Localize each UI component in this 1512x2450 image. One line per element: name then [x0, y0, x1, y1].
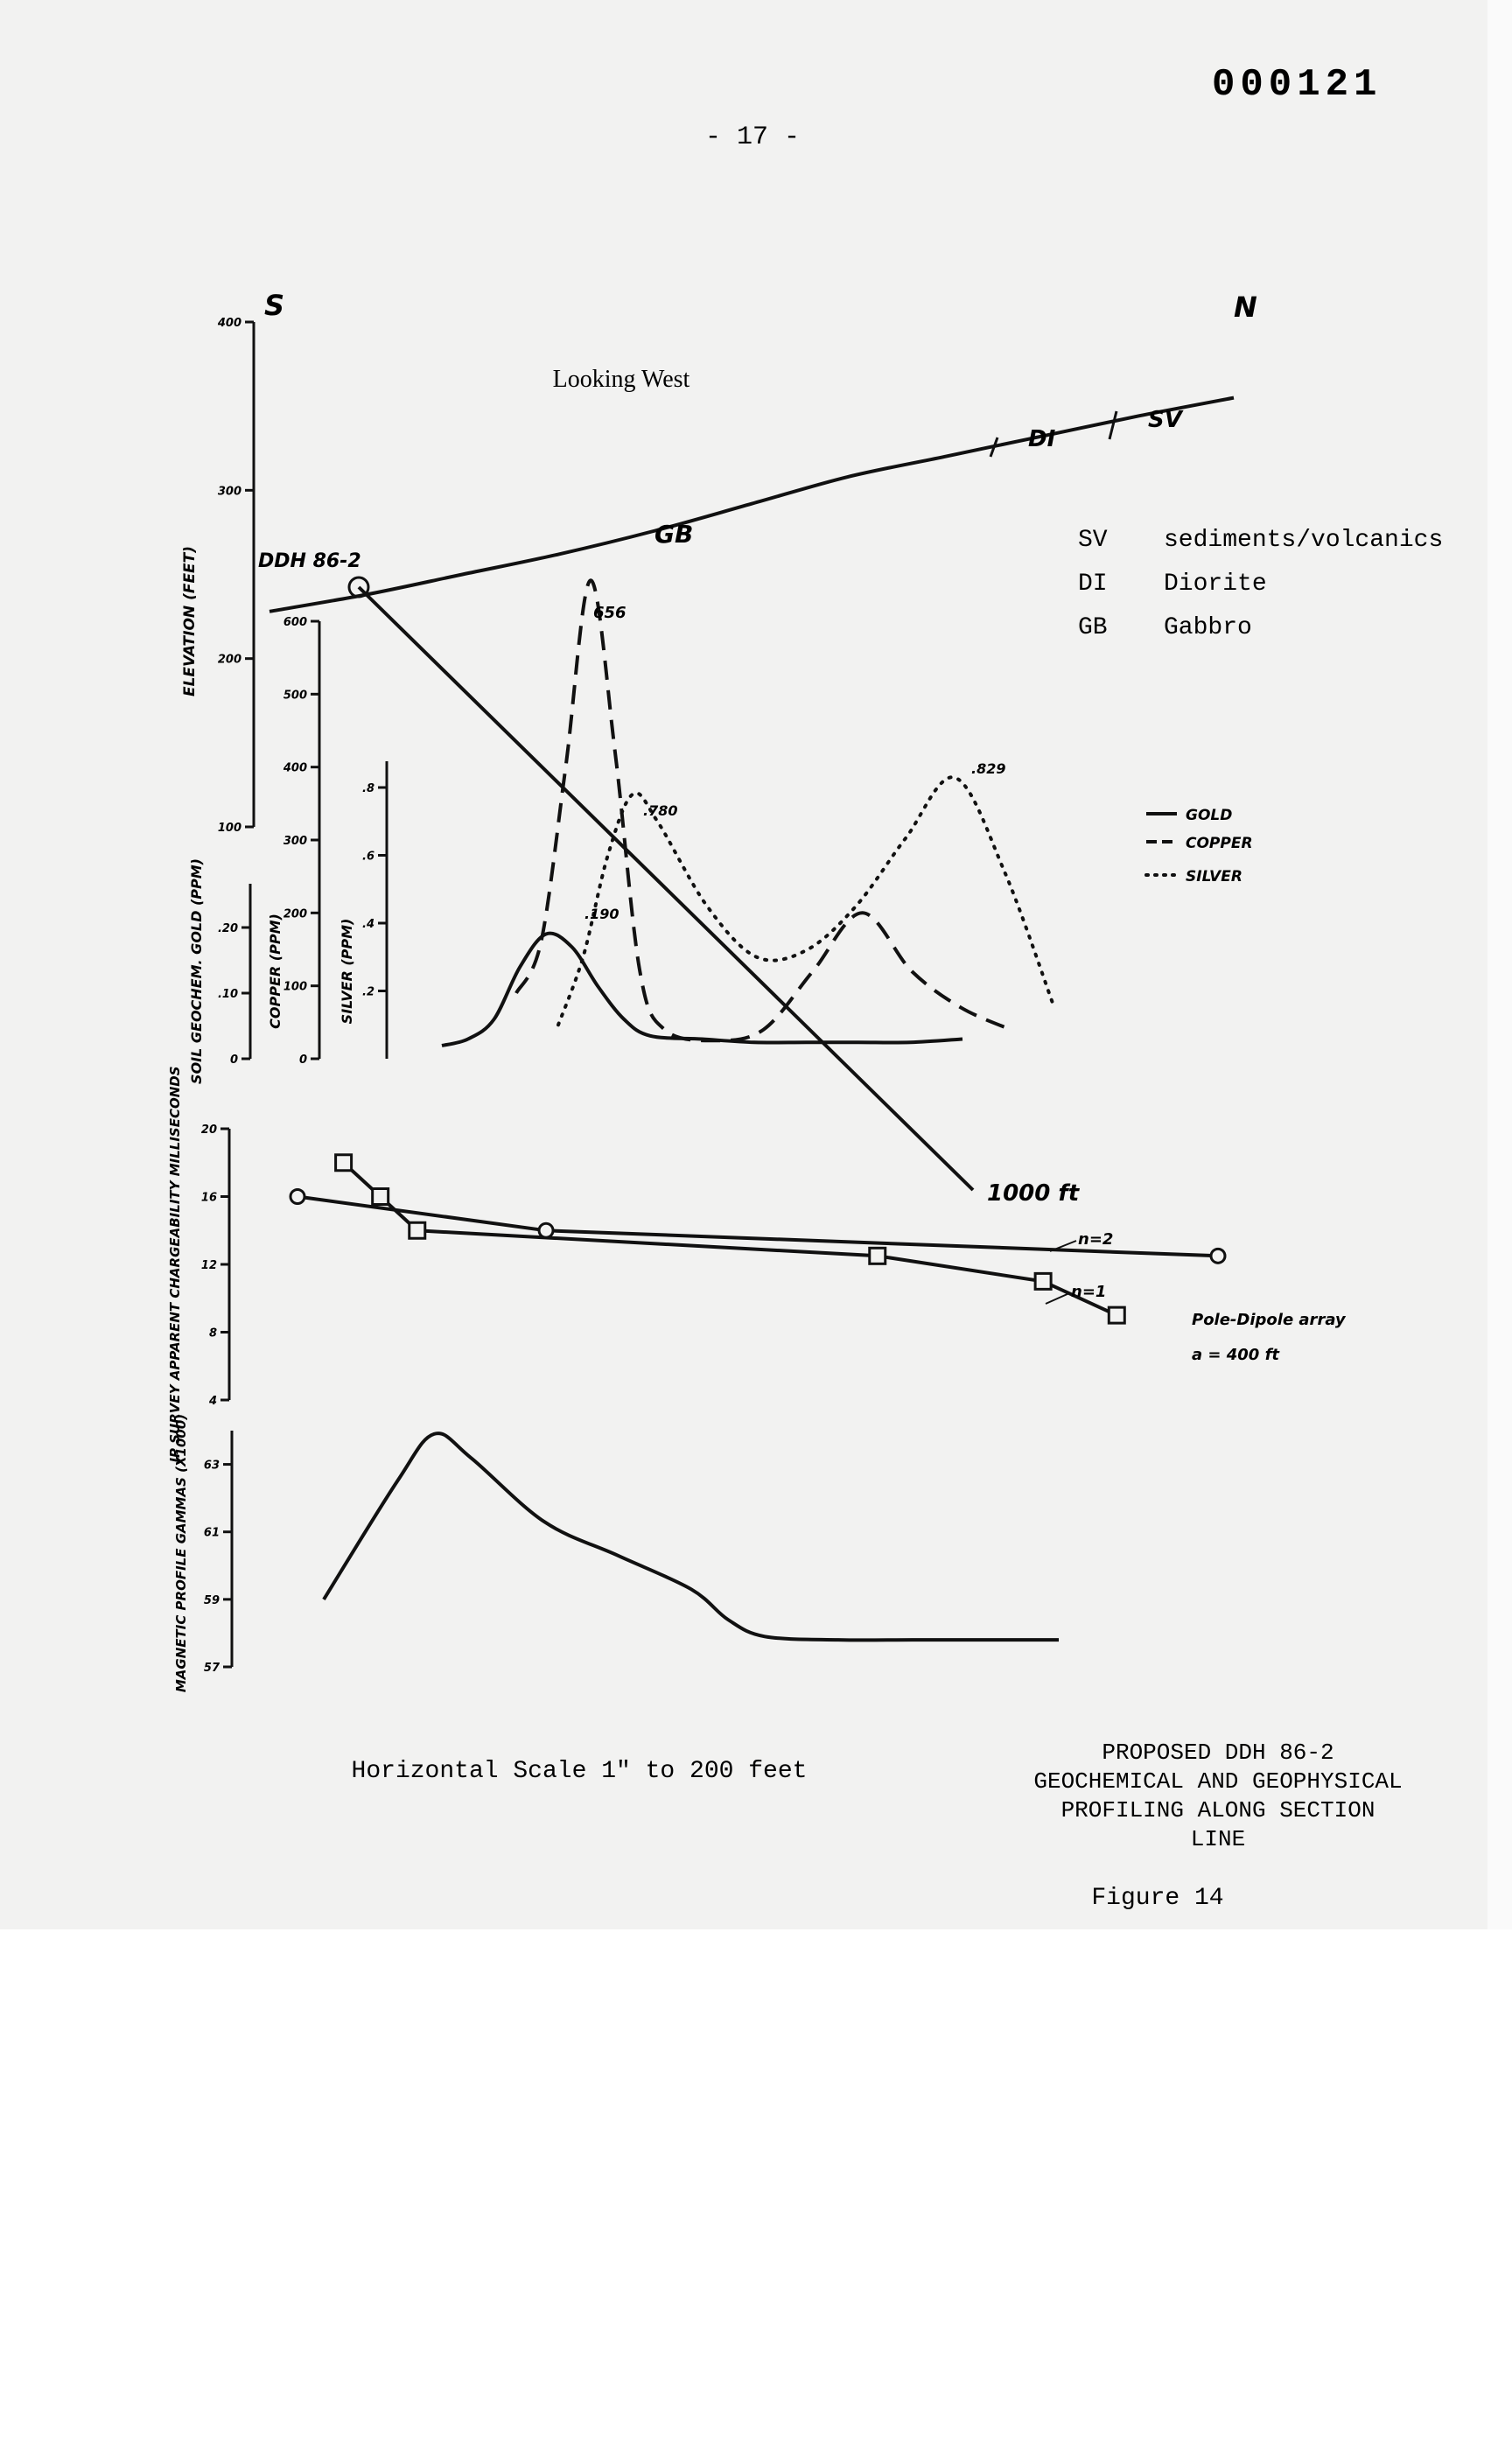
- copper-peak-annotation: 656: [593, 604, 626, 622]
- gold-axis-ticks: [218, 922, 250, 1067]
- gold-tick-label: 0: [229, 1054, 238, 1067]
- ip-n1-label: n=1: [1071, 1283, 1107, 1301]
- ip-n1-point: [336, 1155, 352, 1171]
- silver-tick-label: .6: [362, 850, 374, 864]
- page-number: - 17 -: [704, 122, 801, 152]
- geochem-legend: [1146, 807, 1253, 886]
- unit-label-sv: SV: [1148, 407, 1182, 433]
- elevation-tick-label: 200: [217, 653, 242, 667]
- gold-peak-annotation: .190: [584, 906, 620, 922]
- ip-n2-point: [290, 1190, 304, 1204]
- legend-name-sv: sediments/volcanics: [1164, 527, 1444, 554]
- legend-code-di: DI: [1078, 570, 1108, 598]
- caption-line-4: LINE: [1190, 1826, 1246, 1852]
- silver-peak1-annotation: .780: [643, 802, 678, 819]
- magnetic-tick-label: 61: [203, 1526, 220, 1540]
- copper-tick-label: 600: [283, 616, 307, 629]
- ip-tick-label: 20: [200, 1124, 217, 1137]
- elevation-tick-label: 300: [217, 485, 242, 499]
- elevation-tick-label: 400: [217, 317, 242, 330]
- silver-tick-label: .8: [362, 782, 374, 795]
- unit-label-gb: GB: [654, 520, 694, 549]
- copper-axis-label: COPPER (PPM): [267, 914, 284, 1029]
- legend-silver: SILVER: [1186, 868, 1242, 886]
- copper-tick-label: 100: [283, 980, 307, 994]
- contact-di-sv: [1110, 411, 1116, 439]
- magnetic-tick-label: 63: [203, 1459, 220, 1473]
- gold-tick-label: .10: [217, 988, 238, 1001]
- caption-line-2: GEOCHEMICAL AND GEOPHYSICAL: [1033, 1768, 1403, 1795]
- ip-tick-label: 12: [200, 1259, 217, 1272]
- caption-line-3: PROFILING ALONG SECTION: [1060, 1797, 1376, 1824]
- document-number: 000121: [1212, 63, 1382, 107]
- ip-tick-label: 4: [208, 1395, 217, 1408]
- copper-tick-label: 300: [283, 835, 307, 848]
- magnetic-tick-label: 59: [203, 1593, 220, 1607]
- silver-series-line: [558, 777, 1054, 1025]
- view-direction-label: Looking West: [552, 366, 690, 393]
- copper-tick-label: 500: [283, 689, 307, 703]
- drill-hole-length: 1000 ft: [987, 1180, 1080, 1207]
- figure-caption: [1033, 1740, 1402, 1852]
- magnetic-tick-label: 57: [203, 1662, 220, 1675]
- legend-name-di: Diorite: [1164, 570, 1267, 598]
- ip-n2-point: [1211, 1249, 1225, 1263]
- ip-n1-point: [373, 1189, 388, 1205]
- copper-tick-label: 400: [283, 761, 307, 775]
- ip-tick-label: 16: [200, 1191, 217, 1205]
- ip-axis-ticks: [201, 1124, 229, 1408]
- elevation-ticks: [217, 317, 254, 835]
- horizontal-scale-label: Horizontal Scale 1" to 200 feet: [351, 1758, 808, 1785]
- elevation-tick-label: 100: [217, 822, 242, 835]
- magnetic-profile-line: [324, 1433, 1059, 1640]
- unit-label-di: DI: [1028, 426, 1056, 452]
- n1-leader: [1046, 1293, 1069, 1304]
- silver-tick-label: .4: [362, 918, 374, 931]
- copper-tick-label: 200: [283, 907, 307, 921]
- geology-legend: [1078, 527, 1443, 641]
- legend-copper: COPPER: [1186, 835, 1253, 852]
- magnetic-axis-label: MAGNETIC PROFILE GAMMAS (X1000): [173, 1413, 189, 1693]
- silver-axis-ticks: [362, 782, 387, 999]
- legend-gold: GOLD: [1186, 807, 1233, 824]
- ip-axis-label: IP SURVEY APPARENT CHARGEABILITY MILLISECONDS: [167, 1066, 183, 1463]
- ip-n1-point: [1035, 1273, 1051, 1289]
- ip-n2-point: [539, 1223, 553, 1237]
- ip-tick-label: 8: [208, 1326, 217, 1340]
- spacing-annotation: a = 400 ft: [1192, 1346, 1280, 1364]
- array-annotation: Pole-Dipole array: [1192, 1311, 1346, 1329]
- copper-tick-label: 0: [298, 1054, 307, 1067]
- gold-axis-label: SOIL GEOCHEM. GOLD (PPM): [188, 858, 205, 1084]
- drill-hole-label: DDH 86-2: [258, 550, 361, 572]
- caption-line-1: PROPOSED DDH 86-2: [1102, 1740, 1334, 1766]
- ip-n1-point: [870, 1248, 886, 1264]
- magnetic-axis-ticks: [204, 1460, 232, 1675]
- figure-number: Figure 14: [1091, 1885, 1224, 1912]
- gold-tick-label: .20: [217, 922, 238, 935]
- compass-south: S: [264, 289, 285, 322]
- ip-n1-point: [410, 1222, 425, 1238]
- ip-n1-point: [1109, 1307, 1124, 1323]
- elevation-axis-label: ELEVATION (FEET): [181, 545, 199, 697]
- drill-hole-trace: [359, 587, 973, 1190]
- silver-axis-label: SILVER (PPM): [339, 918, 355, 1025]
- copper-axis-ticks: [283, 616, 319, 1067]
- legend-code-gb: GB: [1078, 614, 1108, 641]
- compass-north: N: [1234, 290, 1257, 324]
- ip-n2-label: n=2: [1078, 1230, 1114, 1249]
- silver-peak2-annotation: .829: [971, 760, 1006, 777]
- legend-name-gb: Gabbro: [1164, 614, 1252, 641]
- silver-tick-label: .2: [362, 985, 374, 999]
- legend-code-sv: SV: [1078, 527, 1108, 554]
